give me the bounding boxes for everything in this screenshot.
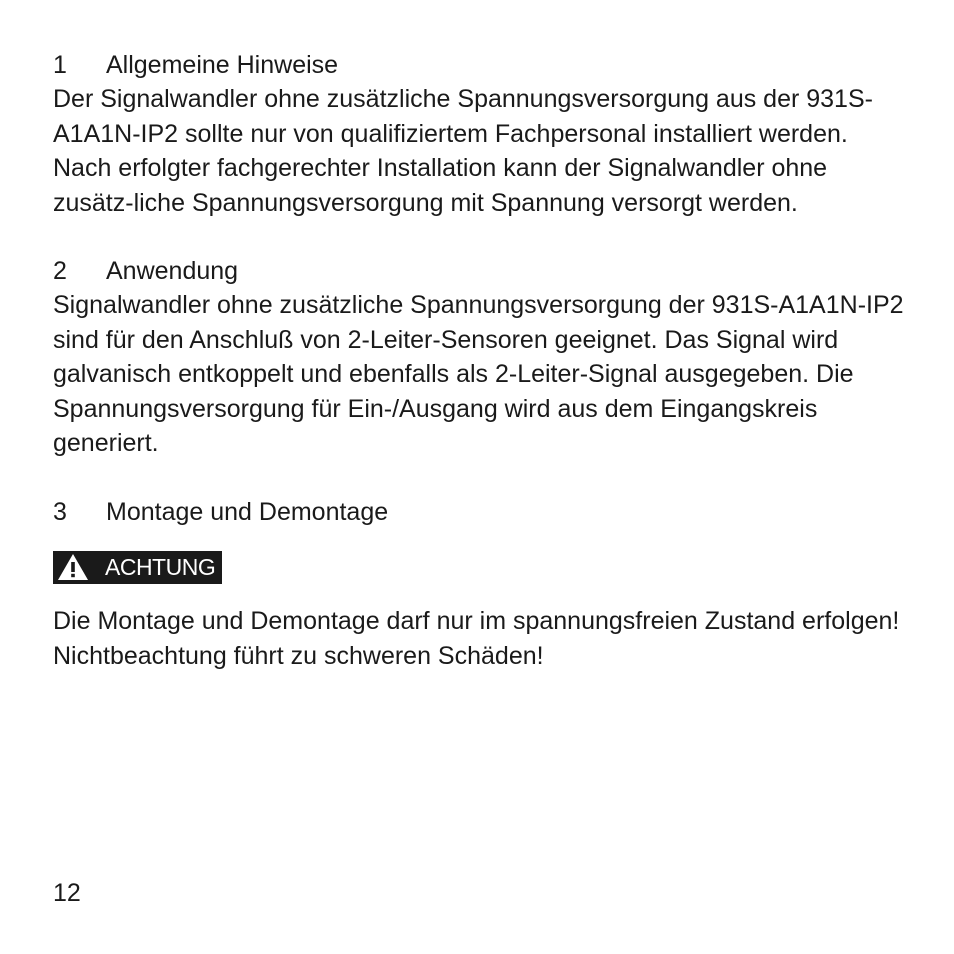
section-heading — [53, 48, 913, 82]
section-mounting — [53, 495, 913, 674]
section-heading — [53, 495, 913, 529]
section-body: Signalwandler ohne zusätzliche Spannungsversorgung der 931S-A1A1N-IP2 sind für den Anschluß von 2-Leiter-Sensoren geeignet. Das Signal wird galvanisch entkoppelt und ebenfalls als 2-Leiter-Signal ausgegeben. Die Spannungsversorgung für Ein-/Ausgang wird aus dem Eingangskreis generiert. — [53, 291, 904, 457]
section-title: Allgemeine Hinweise — [106, 51, 339, 79]
document-page — [53, 48, 913, 673]
warning-label — [53, 551, 222, 584]
section-body: Der Signalwandler ohne zusätzliche Spannungsversorgung aus der 931S-A1A1N-IP2 sollte nur von qualifiziertem Fachpersonal installiert werden. Nach erfolgter fachgerechter Installation kann der Signalwandler ohne zusätz-liche Spannungsversorgung mit Spannung versorgt werden. — [53, 85, 873, 217]
warning-body: Die Montage und Demontage darf nur im spannungsfreien Zustand erfolgen! Nichtbeachtung führt zu schweren Schäden! — [53, 607, 900, 670]
section-title: Anwendung — [106, 257, 239, 285]
section-application — [53, 254, 913, 461]
section-number: 2 — [53, 257, 67, 285]
section-heading — [53, 254, 913, 288]
warning-triangle-icon — [57, 553, 89, 581]
section-title: Montage und Demontage — [106, 497, 389, 526]
section-general-notes — [53, 48, 913, 220]
page-number: 12 — [53, 879, 81, 907]
section-number: 1 — [53, 51, 67, 79]
section-number: 3 — [53, 497, 67, 526]
warning-label-text: ACHTUNG — [105, 554, 216, 580]
